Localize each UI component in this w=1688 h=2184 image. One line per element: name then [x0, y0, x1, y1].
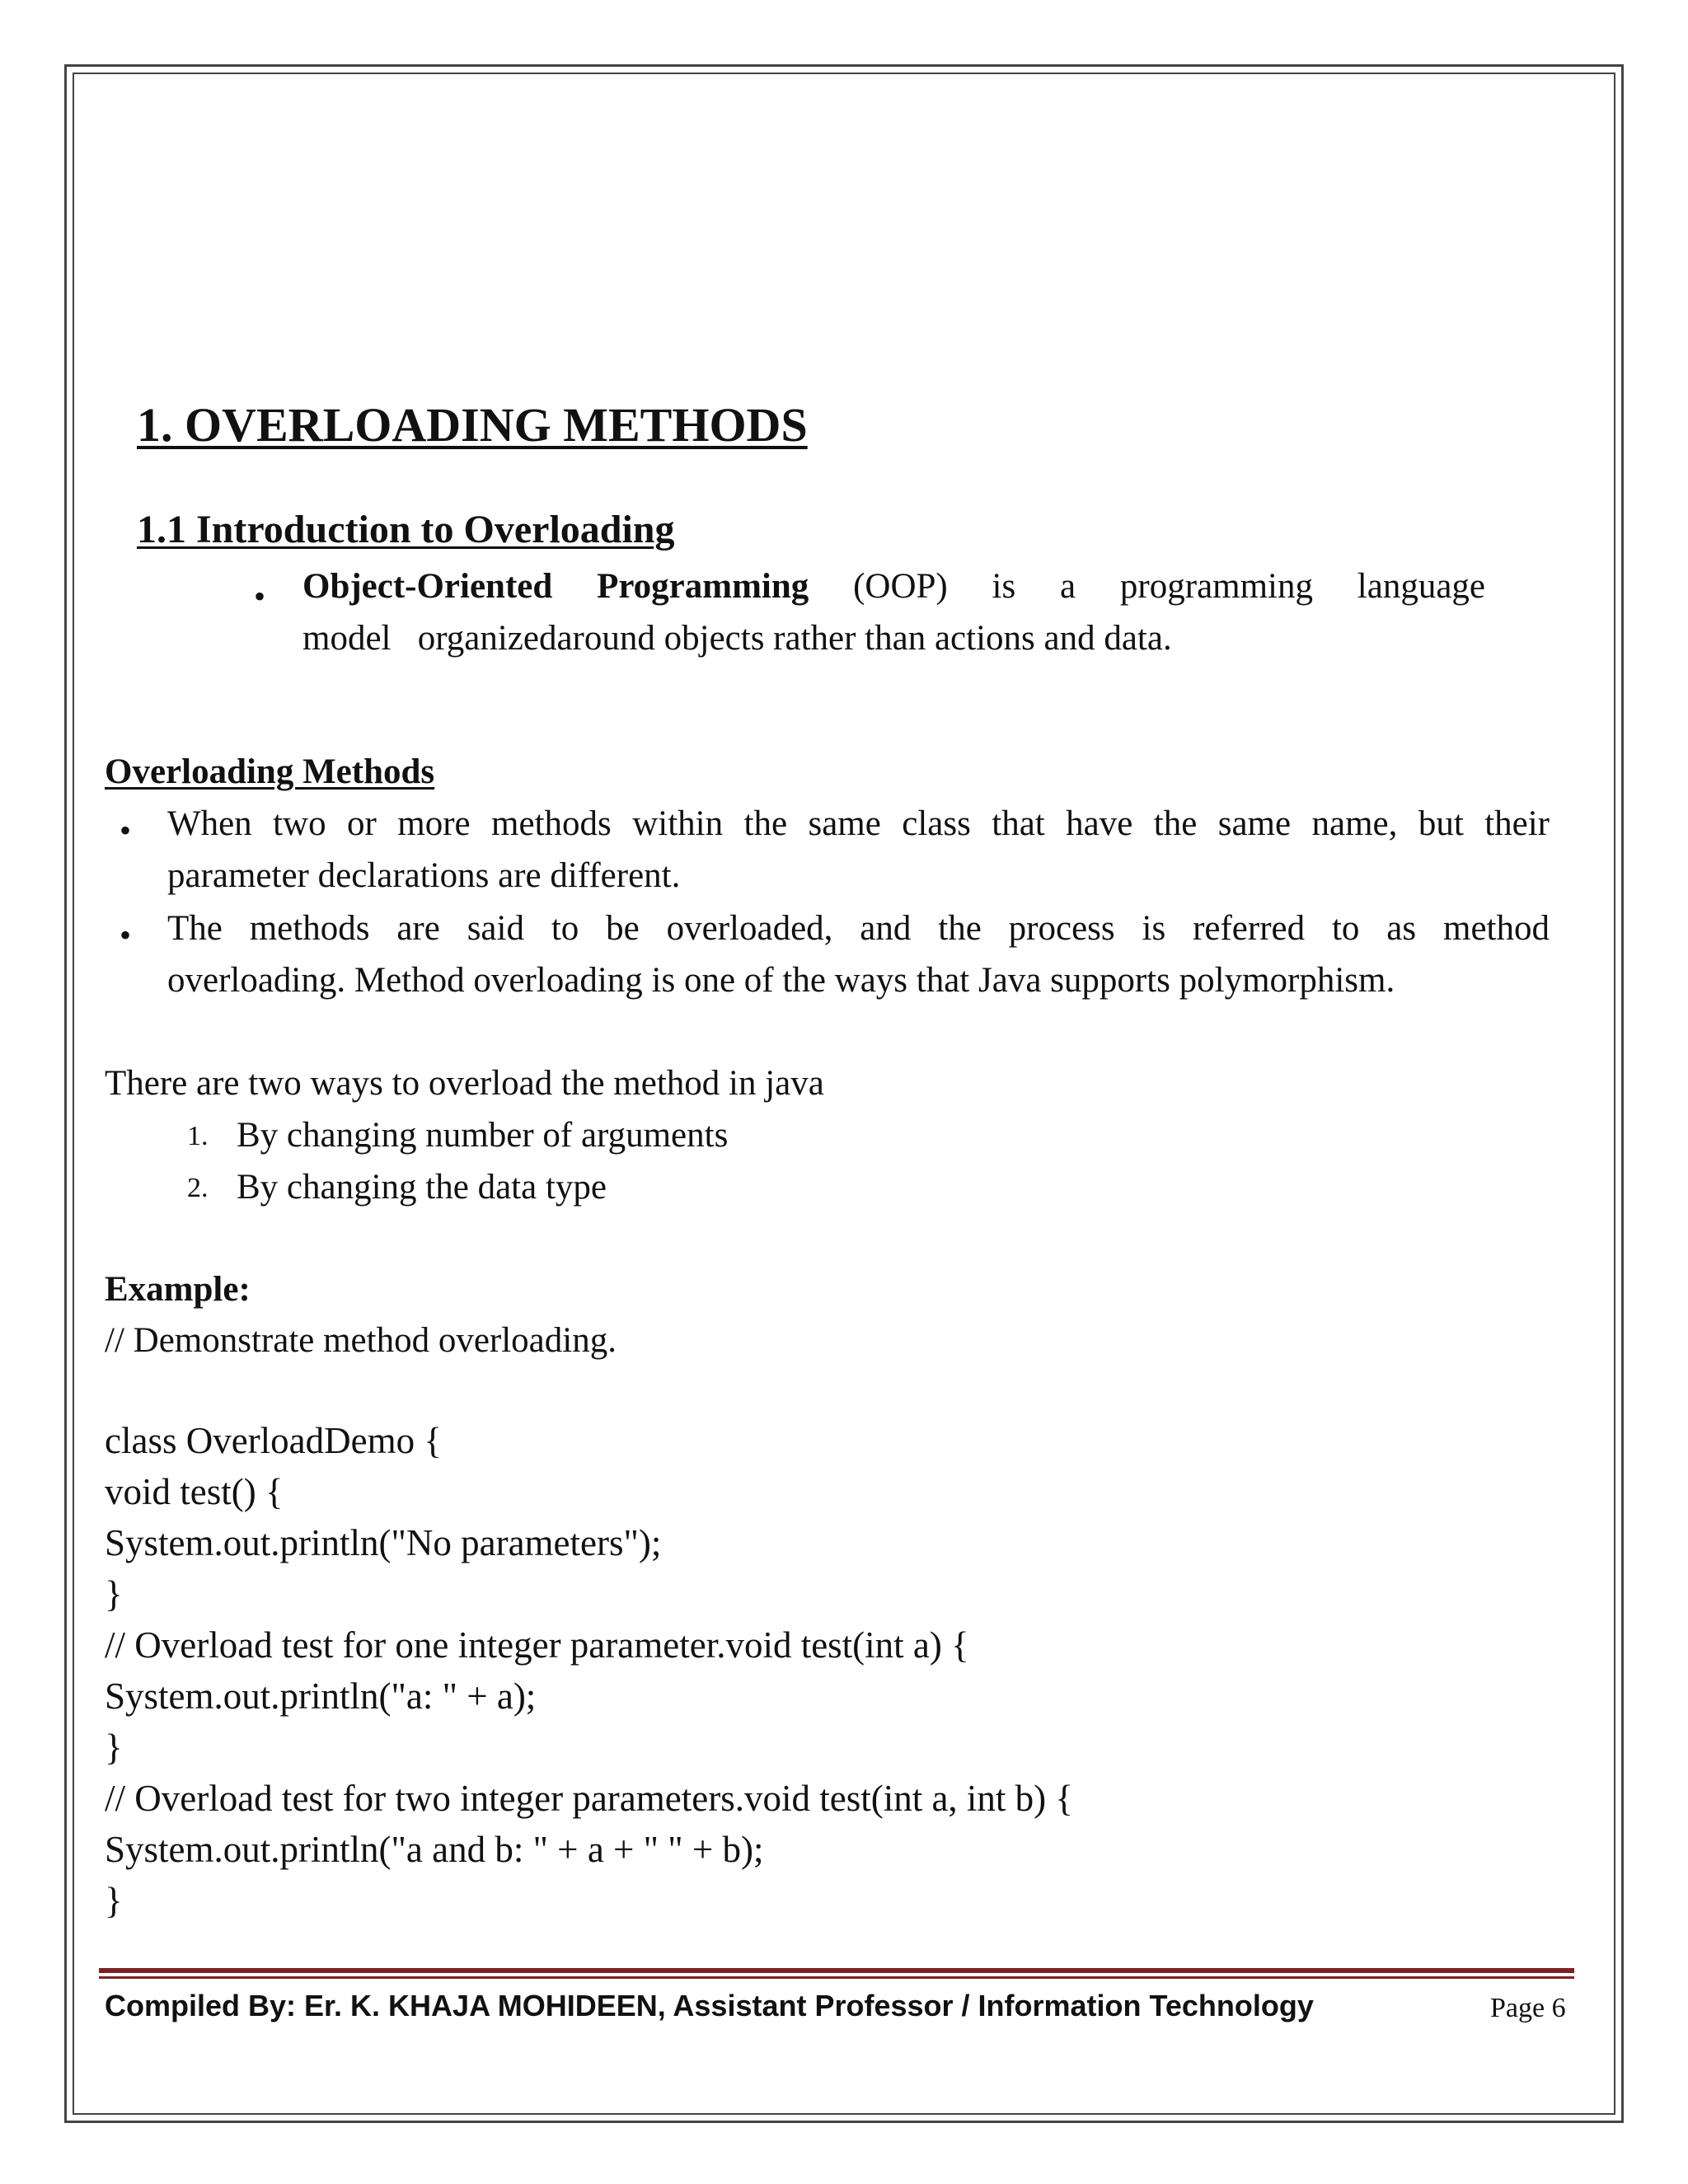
code-line: // Overload test for one integer parameter.void test(int a) { [105, 1624, 969, 1666]
bullet-1-line-2: parameter declarations are different. [167, 856, 681, 895]
page-number: Page 6 [1490, 1993, 1566, 2023]
intro-bold-term: Object-Oriented Programming [302, 567, 809, 606]
sub-heading: 1.1 Introduction to Overloading [137, 508, 675, 551]
code-line: System.out.println("a and b: " + a + " " + b); [105, 1829, 764, 1870]
section-title: Overloading Methods [105, 752, 435, 791]
footer-credit: Compiled By: Er. K. KHAJA MOHIDEEN, Assistant Professor / Information Technology [105, 1989, 1314, 2022]
footer-rule [99, 1968, 1574, 1973]
code-line: class OverloadDemo { [105, 1420, 442, 1461]
example-label: Example: [105, 1270, 251, 1309]
code-line: void test() { [105, 1471, 284, 1512]
ways-item-1-text: By changing number of arguments [237, 1116, 729, 1155]
bullet-2-line-2: overloading. Method overloading is one of the ways that Java supports polymorphism. [167, 961, 1395, 1000]
main-heading: 1. OVERLOADING METHODS [137, 398, 808, 452]
intro-line-1 [302, 566, 1485, 607]
ways-intro: There are two ways to overload the method in java [105, 1064, 824, 1103]
example-comment: // Demonstrate method overloading. [105, 1321, 617, 1360]
ways-item-2-number: 2. [187, 1173, 209, 1203]
code-line: } [105, 1880, 123, 1921]
intro-line-1-rest: (OOP) is a programming language [853, 567, 1486, 606]
bullet-2-line-1: The methods are said to be overloaded, and the process is referred to as method [167, 909, 1550, 948]
bullet-dot-icon: • [254, 578, 266, 615]
footer-rule-thin [99, 1976, 1574, 1979]
code-line: } [105, 1573, 123, 1615]
code-line: // Overload test for two integer parameters.void test(int a, int b) { [105, 1778, 1074, 1819]
code-line: } [105, 1727, 123, 1768]
bullet-1-line-1: When two or more methods within the same class that have the same name, but their [167, 804, 1550, 843]
bullet-dot-icon: • [120, 812, 132, 849]
ways-item-2-text: By changing the data type [237, 1168, 607, 1207]
ways-item-1-number: 1. [187, 1121, 209, 1151]
bullet-dot-icon: • [120, 916, 132, 954]
code-line: System.out.println("a: " + a); [105, 1675, 537, 1717]
intro-line-2: model organizedaround objects rather than actions and data. [302, 619, 1172, 658]
code-line: System.out.println("No parameters"); [105, 1522, 662, 1563]
